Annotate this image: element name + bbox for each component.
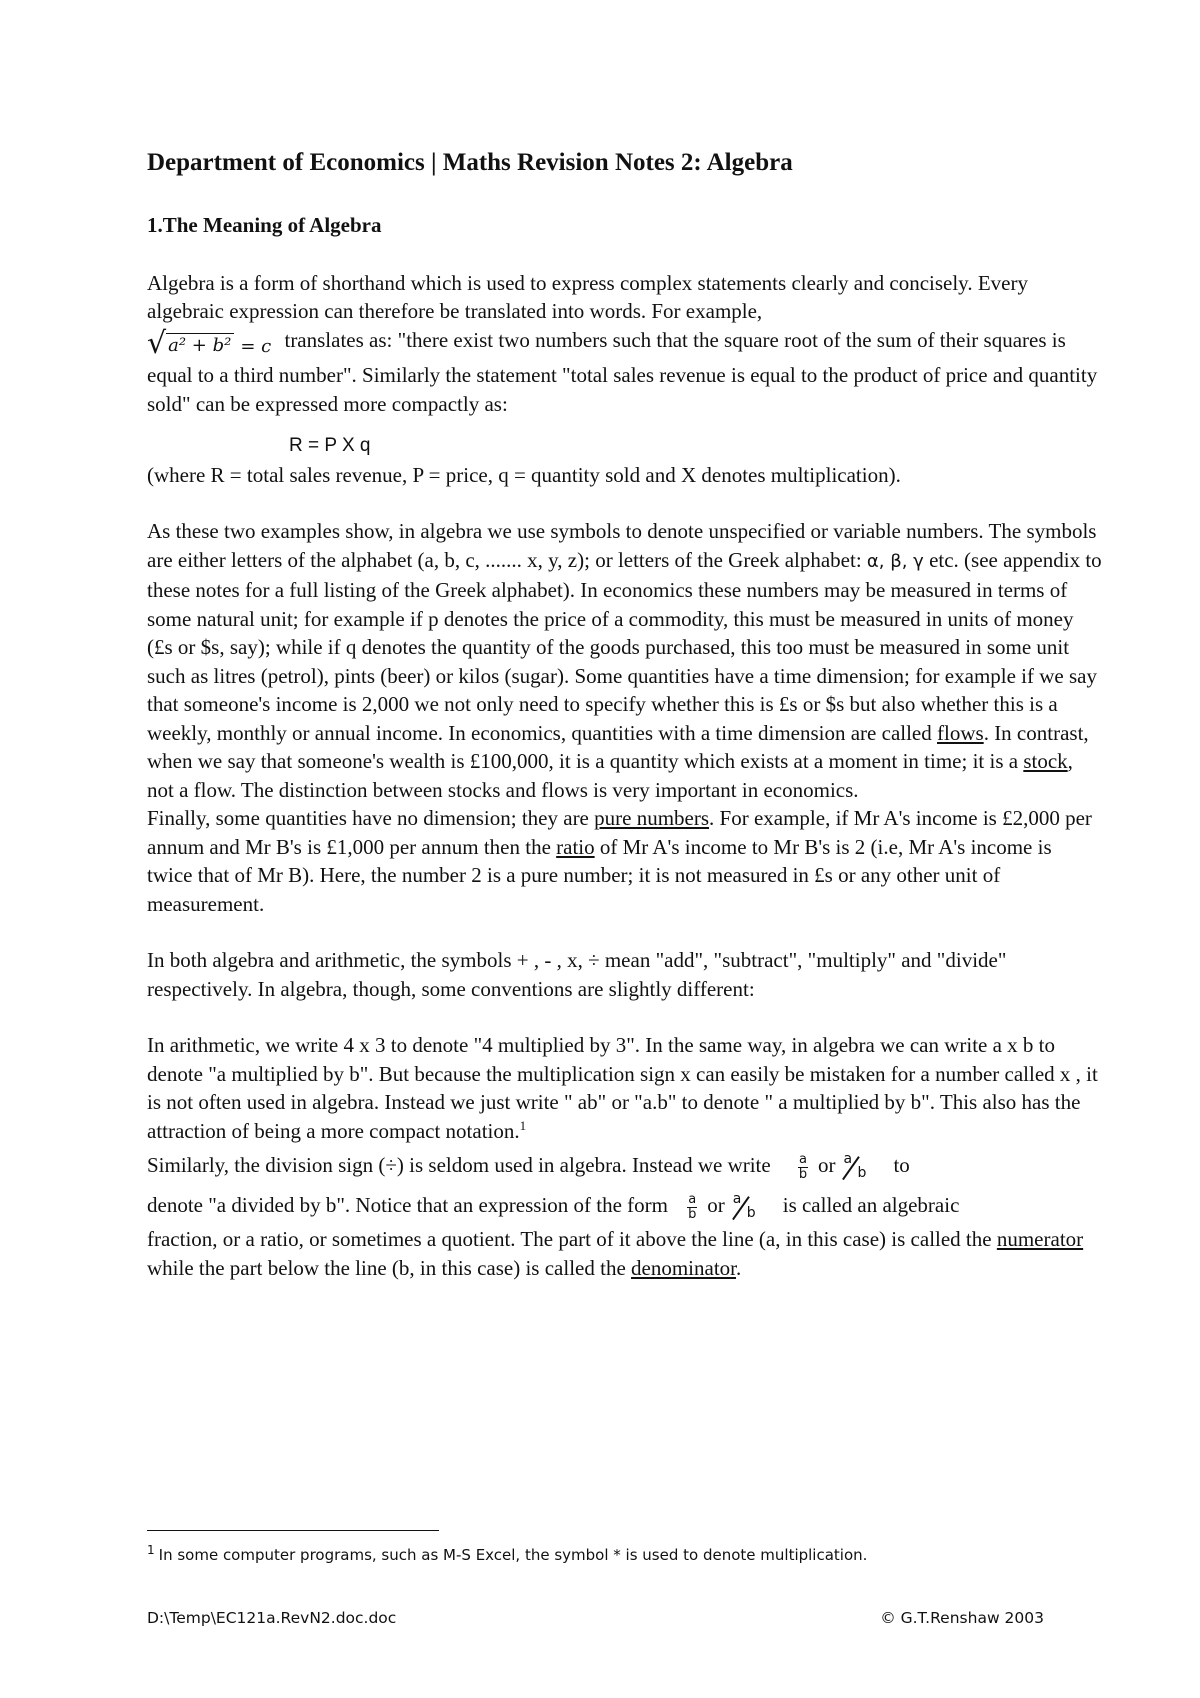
- slash-fraction: [841, 1151, 871, 1182]
- paragraph-symbols: [147, 517, 1102, 804]
- term-ratio: ratio: [556, 834, 595, 859]
- footer-file-path: D:\Temp\EC121a.RevN2.doc.doc: [147, 1609, 397, 1627]
- paragraph-fraction-form: [147, 1185, 1102, 1225]
- algebraic-fraction-text: is called an algebraic: [782, 1193, 960, 1217]
- term-denominator: denominator: [631, 1255, 736, 1280]
- stock-text: . In contrast, when we say that someone's wealth is £100,000, it is a quantity which exists at a moment in time; it is a: [147, 720, 1089, 773]
- stacked-fraction: [798, 1153, 808, 1182]
- term-pure-numbers: pure numbers: [594, 806, 710, 830]
- ratio-text: . For example, if Mr A's income is £2,000 per annum and Mr B's is £1,000 per annum then the: [147, 806, 1092, 859]
- intro-text: Algebra is a form of shorthand which is used to express complex statements clearly and concisely. Every algebraic expression can therefore be translated into words. For example,: [147, 270, 1028, 323]
- units-text: etc. (see appendix to these notes for a full listing of the Greek alphabet). In economics these numbers may be measured in terms of some natural unit; for example if p denotes the price of a commodity, this must be measured in units of money (£s or $s, say); while if q denotes the quantity of the goods purchased, this too must be measured in some unit such as litres (petrol), pints (beer) or kilos (sugar). Some quantities have a time dimension; for example if we say that someone's income is 2,000 we not only need to specify whether this is £s or $s but also whether this is a weekly, monthly or annual income. In economics, quantities with a time dimension are called: [147, 547, 1102, 745]
- slash-denominator: b: [857, 1165, 867, 1182]
- sqrt-sign-icon: √: [147, 325, 167, 361]
- symbols-text: As these two examples show, in algebra we use symbols to denote unspecified or variable numbers. The symbols are either letters of the alphabet (a, b, c, ....... x, y, z); or letters of the Greek alphabet:: [147, 519, 1097, 572]
- slash-denominator: b: [746, 1205, 756, 1222]
- paragraph-pure-numbers: [147, 804, 1102, 918]
- slash-numerator: a: [843, 1151, 853, 1168]
- sqrt-rhs: = c: [240, 335, 272, 357]
- term-flows: flows: [937, 720, 984, 745]
- footnote-divider: [147, 1530, 439, 1531]
- multiplication-text: In arithmetic, we write 4 x 3 to denote "4 multiplied by 3". In the same way, in algebra we can write a x b to denote "a multiplied by b". But because the multiplication sign x can easily be mistaken for a number called x , it is not often used in algebra. Instead we just write " ab" or "a.b" to denote " a multiplied by b". This also has the attraction of being a more compact notation.: [147, 1033, 1098, 1143]
- revenue-formula: R = P X q: [289, 435, 371, 456]
- ratio-explanation: of Mr A's income to Mr B's is 2 (i.e, Mr A's income is twice that of Mr B). Here, the number 2 is a pure number; it is not measured in £s or any other unit of measurement.: [147, 834, 1052, 916]
- page-content: [147, 148, 1102, 1282]
- footer-copyright: © G.T.Renshaw 2003: [880, 1609, 1044, 1627]
- paragraph-division: [147, 1145, 1102, 1185]
- formula-note: (where R = total sales revenue, P = price, q = quantity sold and X denotes multiplication).: [147, 462, 901, 487]
- paragraph-operators: In both algebra and arithmetic, the symbols + , - , x, ÷ mean "add", "subtract", "multiply" and "divide" respectively. In algebra, though, some conventions are slightly different:: [147, 948, 1007, 1001]
- stock-flow-text: , not a flow. The distinction between stocks and flows is very important in economics.: [147, 749, 1073, 802]
- term-numerator: numerator: [996, 1227, 1084, 1251]
- section-heading: 1.The Meaning of Algebra: [147, 213, 382, 237]
- sqrt-formula: [147, 325, 272, 362]
- fraction-numerator: a: [688, 1191, 697, 1207]
- or-word: or: [707, 1193, 725, 1217]
- final-period: .: [736, 1255, 742, 1280]
- stacked-fraction: [687, 1193, 697, 1222]
- fraction-numerator: a: [798, 1151, 807, 1167]
- to-word: to: [893, 1153, 910, 1177]
- below-line-text: while the part below the line (b, in this case) is called the: [147, 1255, 626, 1280]
- greek-letters: α, β, γ: [866, 550, 924, 572]
- term-stock: stock: [1023, 749, 1068, 773]
- paragraph-intro: [147, 269, 1102, 419]
- or-word: or: [817, 1153, 836, 1177]
- division-text: Similarly, the division sign (÷) is seldom used in algebra. Instead we write: [147, 1153, 771, 1177]
- quotient-text: fraction, or a ratio, or sometimes a quotient. The part of it above the line (a, in this case) is called the: [147, 1227, 992, 1251]
- footnote-ref: 1: [519, 1117, 527, 1133]
- intro-translation: translates as: "there exist two numbers such that the square root of the sum of their squares is equal to a third number". Similarly the statement "total sales revenue is equal to the product of price and quantity sold" can be expressed more compactly as:: [147, 327, 1098, 416]
- fraction-form-text: denote "a divided by b". Notice that an expression of the form: [147, 1193, 669, 1217]
- fraction-denominator: b: [798, 1166, 808, 1182]
- paragraph-multiplication: [147, 1031, 1102, 1145]
- footnote-marker: 1: [147, 1543, 155, 1557]
- slash-fraction: [731, 1191, 761, 1222]
- footnote-text: In some computer programs, such as M-S Excel, the symbol * is used to denote multiplication.: [158, 1546, 868, 1564]
- paragraph-numerator-denominator: [147, 1225, 1102, 1282]
- pure-numbers-text: Finally, some quantities have no dimension; they are: [147, 806, 589, 830]
- sqrt-radicand: a² + b²: [166, 333, 234, 358]
- footnote: [147, 1543, 867, 1564]
- fraction-denominator: b: [688, 1206, 697, 1222]
- document-title: Department of Economics | Maths Revision Notes 2: Algebra: [147, 149, 793, 176]
- slash-numerator: a: [732, 1191, 742, 1208]
